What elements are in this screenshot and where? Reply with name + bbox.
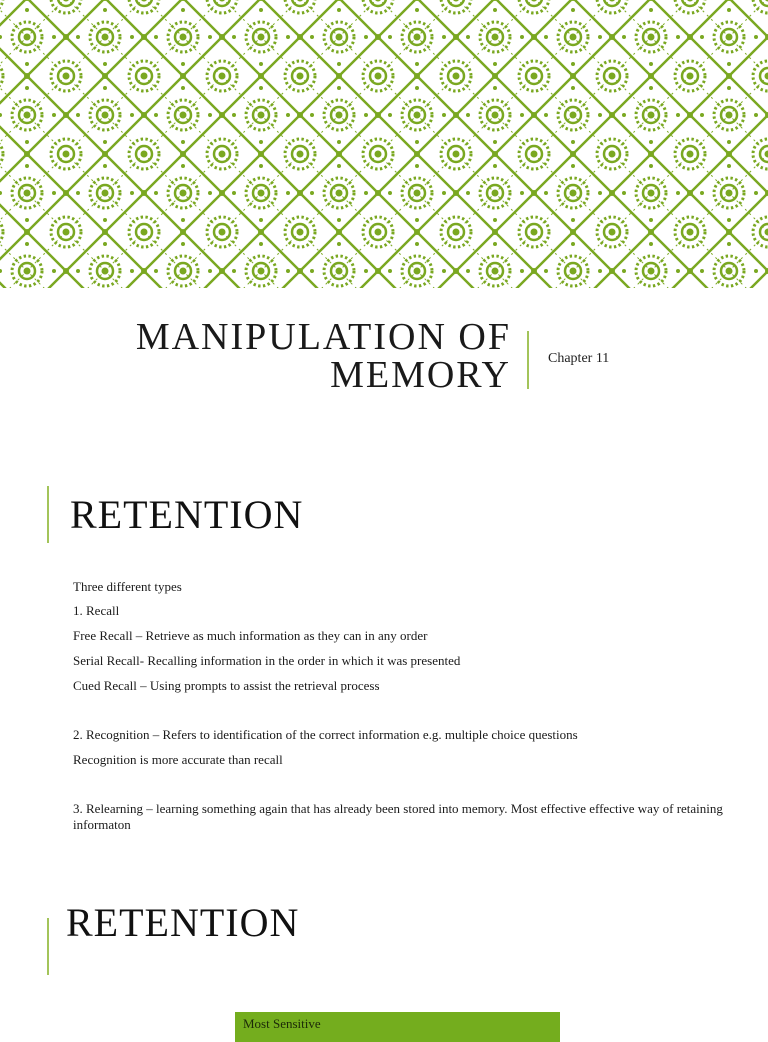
slide2-line-5: Cued Recall – Using prompts to assist the retrieval process bbox=[73, 678, 380, 693]
slide2-line-4: Serial Recall- Recalling information in the order in which it was presented bbox=[73, 653, 461, 668]
chapter-subtitle: Chapter 11 bbox=[548, 351, 610, 366]
title-line-1: MANIPULATION OF bbox=[135, 316, 511, 358]
slide2-line-6: 2. Recognition – Refers to identification of the correct information e.g. multiple choice questions bbox=[73, 727, 578, 742]
slide2-line-2: 1. Recall bbox=[73, 603, 120, 618]
decorative-pattern-banner bbox=[0, 0, 768, 288]
slide2-line-1: Three different types bbox=[73, 579, 182, 594]
title-line-2: MEMORY bbox=[330, 354, 511, 396]
slide2-line-8: 3. Relearning – learning something again that has already been stored into memory. Most effective effective way of retaining informaton bbox=[73, 801, 723, 832]
slide3-title: RETENTION bbox=[66, 900, 300, 945]
slide2-line-7: Recognition is more accurate than recall bbox=[73, 752, 283, 767]
circle-pattern-icon bbox=[0, 0, 768, 288]
slide2-line-3: Free Recall – Retrieve as much information as they can in any order bbox=[73, 628, 428, 643]
slide3-accent-bar bbox=[47, 918, 49, 975]
slide2-title: RETENTION bbox=[70, 492, 304, 537]
title-divider bbox=[527, 331, 529, 389]
slide2-accent-bar bbox=[47, 486, 49, 543]
most-sensitive-box: Most Sensitive bbox=[235, 1012, 560, 1042]
slide1-title bbox=[136, 318, 511, 394]
